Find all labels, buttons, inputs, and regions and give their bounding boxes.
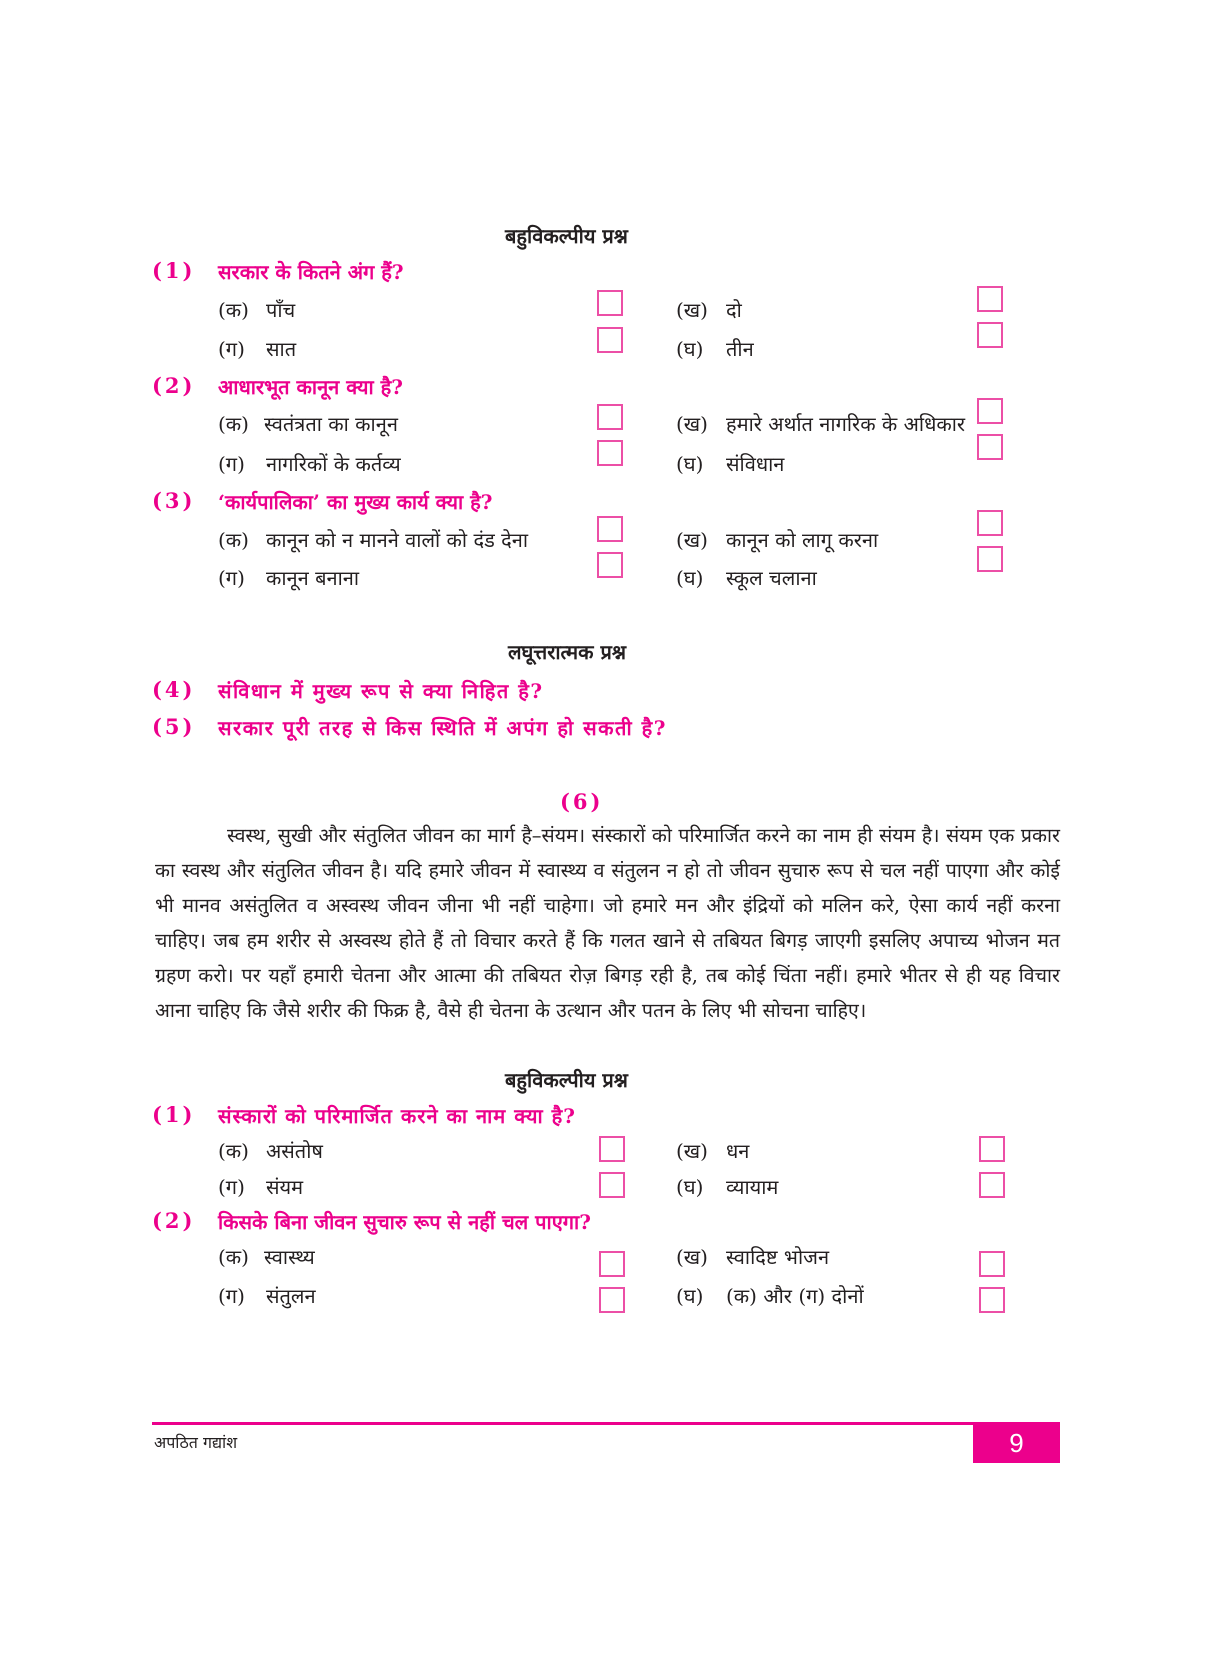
option-text: स्वादिष्ट भोजन: [726, 1245, 830, 1269]
option-text: हमारे अर्थात नागरिक के अधिकार: [726, 412, 966, 436]
passage-body: [155, 818, 1060, 1028]
option-label: (क): [218, 298, 249, 322]
passage-text: स्वस्थ, सुखी और संतुलित जीवन का मार्ग है–संयम। संस्कारों को परिमार्जित करने का नाम ही संयम है। संयम एक प्रकार का स्वस्थ और संतुलित जीवन है। यदि हमारे जीवन में स्वास्थ्य व संतुलन न हो तो जीवन सुचारु रूप से चल नहीं पाएगा और कोई भी मानव असंतुलित व अस्वस्थ जीवन जीना भी नहीं चाहेगा। जो हमारे मन और इंद्रियों को मलिन करे, ऐसा कार्य नहीं करना चाहिए। जब हम शरीर से अस्वस्थ होते हैं तो विचार करते हैं कि गलत खाने से तबियत बिगड़ जाएगी इसलिए अपाच्य भोजन मत ग्रहण करो। पर यहाँ हमारी चेतना और आत्मा की तबियत रोज़ बिगड़ रही है, तब कोई चिंता नहीं। हमारे भीतर से ही यह विचार आना चाहिए कि जैसे शरीर की फिक्र है, वैसे ही चेतना के उत्थान और पतन के लिए भी सोचना चाहिए।: [155, 824, 1060, 1022]
question-text: संस्कारों को परिमार्जित करने का नाम क्या है?: [218, 1104, 576, 1128]
section-heading-mcq-1: बहुविकल्पीय प्रश्न: [505, 224, 628, 248]
answer-checkbox[interactable]: [979, 1251, 1005, 1277]
question-text: सरकार के कितने अंग हैं?: [218, 260, 404, 284]
option-label: (क): [218, 1245, 249, 1269]
option-text: नागरिकों के कर्तव्य: [266, 452, 401, 476]
question-text: ‘कार्यपालिका’ का मुख्य कार्य क्या है?: [218, 490, 493, 514]
option-label: (ग): [218, 452, 245, 476]
option-label: (ग): [218, 566, 245, 590]
answer-checkbox[interactable]: [597, 440, 623, 466]
question-number: (1): [152, 258, 196, 283]
option-text: कानून को लागू करना: [726, 528, 879, 552]
answer-checkbox[interactable]: [597, 552, 623, 578]
question-text: किसके बिना जीवन सुचारु रूप से नहीं चल पाएगा?: [218, 1210, 591, 1234]
footer-title: अपठित गद्यांश: [154, 1433, 238, 1452]
option-text: संयम: [266, 1175, 304, 1199]
option-label: (ग): [218, 1284, 245, 1308]
option-label: (ख): [676, 1245, 708, 1269]
answer-checkbox[interactable]: [599, 1172, 625, 1198]
option-label: (घ): [676, 1284, 704, 1308]
option-text: कानून को न मानने वालों को दंड देना: [266, 528, 529, 552]
option-text: संतुलन: [266, 1284, 316, 1308]
option-text: स्वास्थ्य: [264, 1245, 315, 1269]
answer-checkbox[interactable]: [597, 404, 623, 430]
question-text: सरकार पूरी तरह से किस स्थिति में अपंग हो सकती है?: [218, 716, 667, 740]
question-number: (1): [152, 1102, 196, 1127]
answer-checkbox[interactable]: [977, 398, 1003, 424]
question-number: (2): [152, 1208, 196, 1233]
option-text: संविधान: [726, 452, 785, 476]
footer-rule: [152, 1422, 1060, 1425]
option-label: (ख): [676, 412, 708, 436]
option-text: स्कूल चलाना: [726, 566, 817, 590]
question-text: आधारभूत कानून क्या है?: [218, 375, 404, 399]
option-label: (ख): [676, 1139, 708, 1163]
question-number: (2): [152, 373, 196, 398]
option-label: (ख): [676, 298, 708, 322]
option-label: (ग): [218, 1175, 245, 1199]
answer-checkbox[interactable]: [979, 1287, 1005, 1313]
option-text: तीन: [726, 337, 754, 361]
answer-checkbox[interactable]: [977, 286, 1003, 312]
answer-checkbox[interactable]: [597, 516, 623, 542]
answer-checkbox[interactable]: [977, 434, 1003, 460]
section-heading-mcq-2: बहुविकल्पीय प्रश्न: [505, 1068, 628, 1092]
option-label: (क): [218, 1139, 249, 1163]
option-label: (ग): [218, 337, 245, 361]
question-number: (5): [152, 714, 196, 739]
section-heading-short-answer: लघूत्तरात्मक प्रश्न: [508, 640, 626, 664]
answer-checkbox[interactable]: [977, 322, 1003, 348]
option-label: (घ): [676, 1175, 704, 1199]
answer-checkbox[interactable]: [977, 546, 1003, 572]
question-text: संविधान में मुख्य रूप से क्या निहित है?: [218, 679, 544, 703]
passage-number: (6): [560, 789, 604, 814]
option-text: कानून बनाना: [266, 566, 360, 590]
option-text: व्यायाम: [726, 1175, 779, 1199]
option-text: पाँच: [266, 298, 296, 322]
option-label: (घ): [676, 337, 704, 361]
option-text: (क) और (ग) दोनों: [726, 1284, 864, 1308]
option-text: स्वतंत्रता का कानून: [264, 412, 398, 436]
answer-checkbox[interactable]: [599, 1136, 625, 1162]
option-text: असंतोष: [266, 1139, 323, 1163]
page-number: 9: [973, 1423, 1060, 1463]
option-label: (घ): [676, 452, 704, 476]
option-text: सात: [266, 337, 297, 361]
question-number: (4): [152, 677, 196, 702]
option-text: दो: [726, 298, 742, 322]
option-label: (क): [218, 528, 249, 552]
answer-checkbox[interactable]: [977, 510, 1003, 536]
answer-checkbox[interactable]: [599, 1287, 625, 1313]
option-label: (घ): [676, 566, 704, 590]
option-label: (क): [218, 412, 249, 436]
option-label: (ख): [676, 528, 708, 552]
answer-checkbox[interactable]: [979, 1172, 1005, 1198]
answer-checkbox[interactable]: [979, 1136, 1005, 1162]
answer-checkbox[interactable]: [597, 327, 623, 353]
option-text: धन: [726, 1139, 750, 1163]
answer-checkbox[interactable]: [599, 1251, 625, 1277]
question-number: (3): [152, 488, 196, 513]
answer-checkbox[interactable]: [597, 290, 623, 316]
